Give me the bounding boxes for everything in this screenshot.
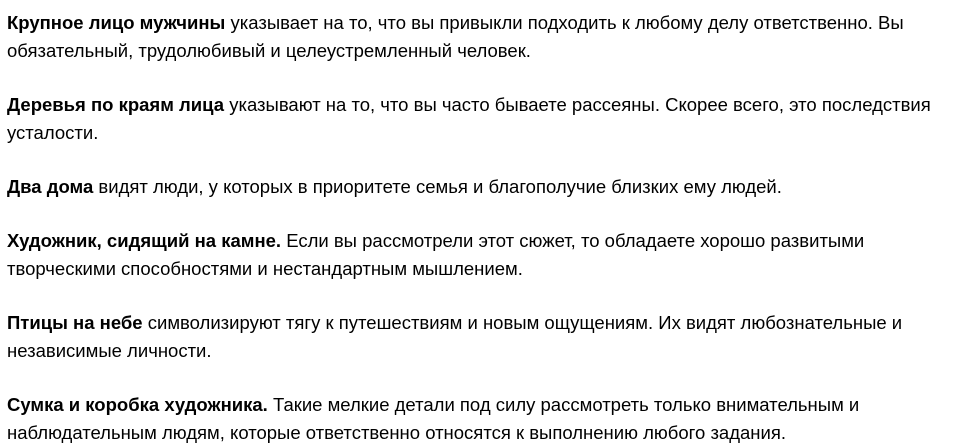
paragraph-text: указывают на то, что вы часто бываете рассеяны. Скорее всего, это последствия усталости. [7, 94, 931, 143]
paragraph [7, 227, 938, 283]
paragraph-text: указывает на то, что вы привыкли подходить к любому делу ответственно. Вы обязательный, трудолюбивый и целеустремленный человек. [7, 12, 904, 61]
paragraph-lead: Два дома [7, 176, 94, 197]
paragraph-text: Если вы рассмотрели этот сюжет, то обладаете хорошо развитыми творческими способностями и нестандартным мышлением. [7, 230, 865, 279]
paragraph-lead: Птицы на небе [7, 312, 143, 333]
paragraph-lead: Деревья по краям лица [7, 94, 225, 115]
paragraph [7, 391, 938, 447]
paragraph [7, 91, 938, 147]
paragraph-text: видят люди, у которых в приоритете семья и благополучие близких ему людей. [93, 176, 782, 197]
paragraph [7, 9, 938, 65]
paragraph-lead: Крупное лицо мужчины [7, 12, 226, 33]
paragraph-lead: Художник, сидящий на камне. [7, 230, 282, 251]
paragraph-text: Такие мелкие детали под силу рассмотреть только внимательным и наблюдательным людям, которые ответственно относятся к выполнению любого задания. [7, 394, 860, 443]
paragraph-text: символизируют тягу к путешествиям и новым ощущениям. Их видят любознательные и независимые личности. [7, 312, 903, 361]
paragraph [7, 173, 938, 201]
paragraph [7, 309, 938, 365]
paragraph-lead: Сумка и коробка художника. [7, 394, 268, 415]
